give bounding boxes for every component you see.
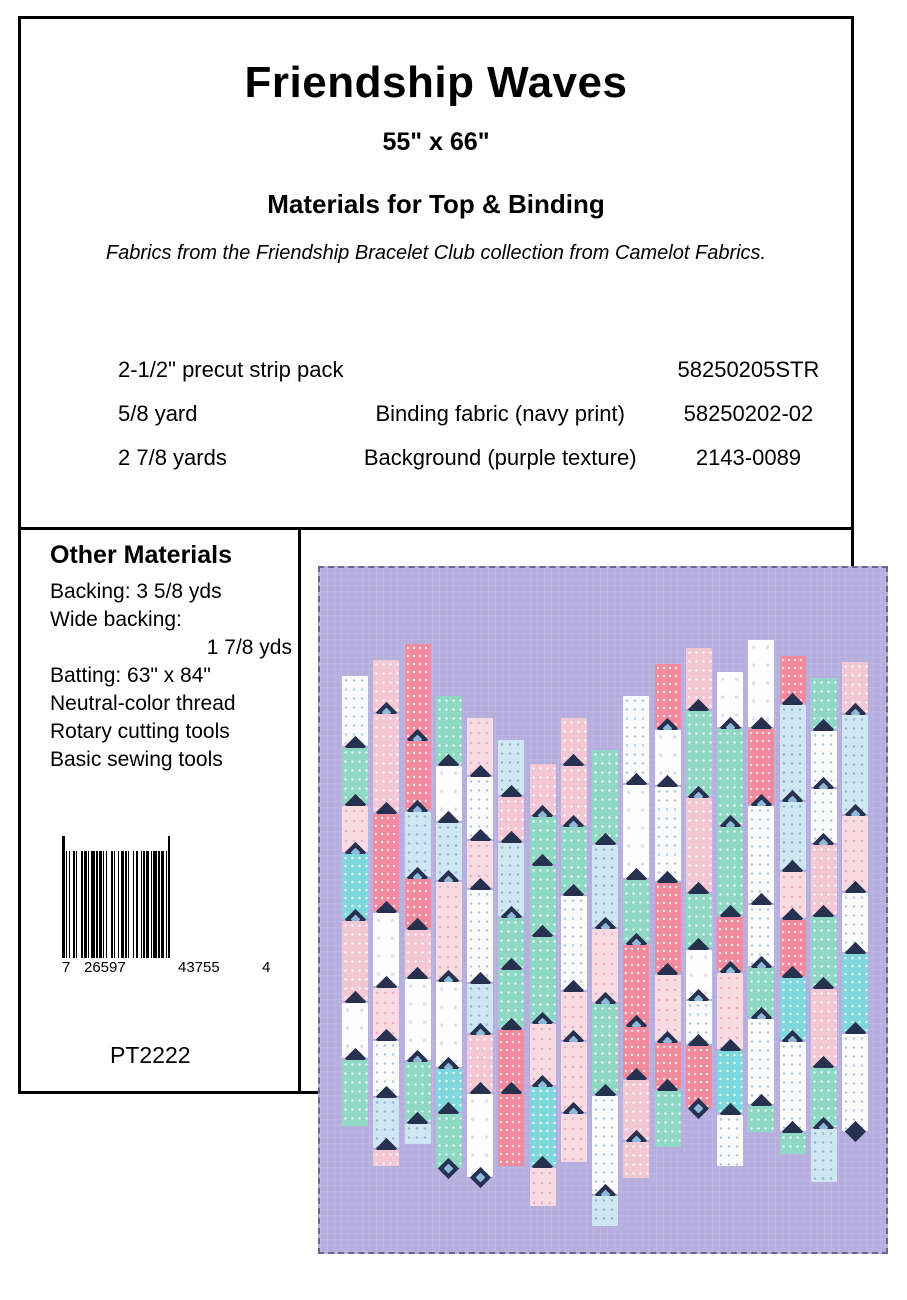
other-materials-item: 1 7/8 yds (206, 635, 292, 659)
quilt-strip (592, 1096, 618, 1194)
quilt-strip (592, 845, 618, 927)
quilt-strip (780, 1133, 806, 1154)
quilt-strip (530, 1168, 556, 1206)
material-sku: 2143-0089 (695, 445, 802, 470)
material-description: Binding fabric (navy print) (375, 401, 625, 426)
quilt-strip (717, 1115, 743, 1166)
quilt-strip (780, 1042, 806, 1131)
quilt-strip (811, 989, 837, 1066)
other-materials-item: Batting: 63" x 84" (50, 663, 211, 687)
quilt-strip (748, 1106, 774, 1132)
page-title: Friendship Waves (244, 58, 628, 107)
material-quantity: 2 7/8 yards (118, 445, 227, 470)
quilt-strip (623, 696, 649, 783)
table-row (100, 348, 840, 392)
materials-heading: Materials for Top & Binding (267, 189, 605, 220)
quilt-strip (686, 711, 712, 796)
quilt-strip (623, 785, 649, 878)
material-sku: 58250205STR (677, 357, 820, 382)
quilt-strip (592, 1004, 618, 1094)
quilt-strip (592, 750, 618, 843)
barcode-digit-group: 43755 (178, 959, 220, 976)
quilt-strip (498, 1094, 524, 1166)
quilt-strip (623, 1142, 649, 1178)
other-materials-item: Rotary cutting tools (50, 719, 230, 743)
quilt-strip (811, 1129, 837, 1182)
quilt-strip (467, 1094, 493, 1177)
quilt-strip (748, 1019, 774, 1104)
barcode-digit-group: 4 (262, 959, 271, 976)
barcode-digit-group: 26597 (84, 959, 126, 976)
quilt-strip (436, 882, 462, 980)
quilt-strip (842, 1034, 868, 1131)
quilt-strip (561, 896, 587, 990)
quilt-strip (373, 814, 399, 911)
quilt-strip (561, 1114, 587, 1162)
other-materials-item: Basic sewing tools (50, 747, 223, 771)
quilt-strip (592, 1196, 618, 1226)
header-divider (18, 527, 854, 530)
material-description (343, 348, 656, 392)
quilt-strip (842, 954, 868, 1032)
quilt-strip (373, 714, 399, 812)
quilt-strip (467, 890, 493, 982)
quilt-strip (342, 1060, 368, 1126)
quilt-strip (717, 729, 743, 825)
quilt-size: 55" x 66" (382, 128, 490, 157)
quilt-strip (748, 806, 774, 903)
quilt-strip (686, 798, 712, 892)
materials-table (100, 348, 840, 480)
quilt-strip (373, 1150, 399, 1166)
material-quantity: 2-1/2" precut strip pack (118, 357, 344, 382)
other-materials-item: Neutral-color thread (50, 691, 236, 715)
quilt-strip (842, 715, 868, 814)
barcode-bars (62, 836, 278, 958)
table-row (100, 436, 840, 480)
quilt-strip (717, 827, 743, 915)
other-materials-heading: Other Materials (50, 541, 233, 569)
barcode-digits (62, 959, 278, 981)
other-materials-item: Wide backing: (50, 607, 182, 631)
quilt-strip (655, 787, 681, 881)
quilt-photo (318, 566, 888, 1254)
material-quantity: 5/8 yard (118, 401, 198, 426)
other-materials-section (50, 541, 300, 773)
quilt-strip (748, 640, 774, 727)
other-materials-item: Backing: 3 5/8 yds (50, 580, 222, 603)
table-row (100, 392, 840, 436)
title-block (24, 60, 848, 266)
barcode (62, 836, 278, 981)
quilt-strip (655, 1091, 681, 1147)
material-description: Background (purple texture) (363, 445, 637, 470)
quilt-strip (405, 644, 431, 739)
quilt-strip (405, 1124, 431, 1144)
pattern-code: PT2222 (110, 1042, 191, 1068)
quilt-strip (436, 982, 462, 1067)
barcode-digit-group: 7 (62, 959, 71, 976)
quilt-strip (655, 883, 681, 973)
fabrics-note: Fabrics from the Friendship Bracelet Club collection from Camelot Fabrics. (105, 242, 767, 265)
quilt-strip (530, 1087, 556, 1166)
quilt-strip (405, 979, 431, 1060)
quilt-strip (780, 705, 806, 800)
quilt-strip (342, 921, 368, 1001)
quilt-strip (530, 937, 556, 1022)
quilt-strip (623, 945, 649, 1025)
material-sku: 58250202-02 (683, 401, 814, 426)
